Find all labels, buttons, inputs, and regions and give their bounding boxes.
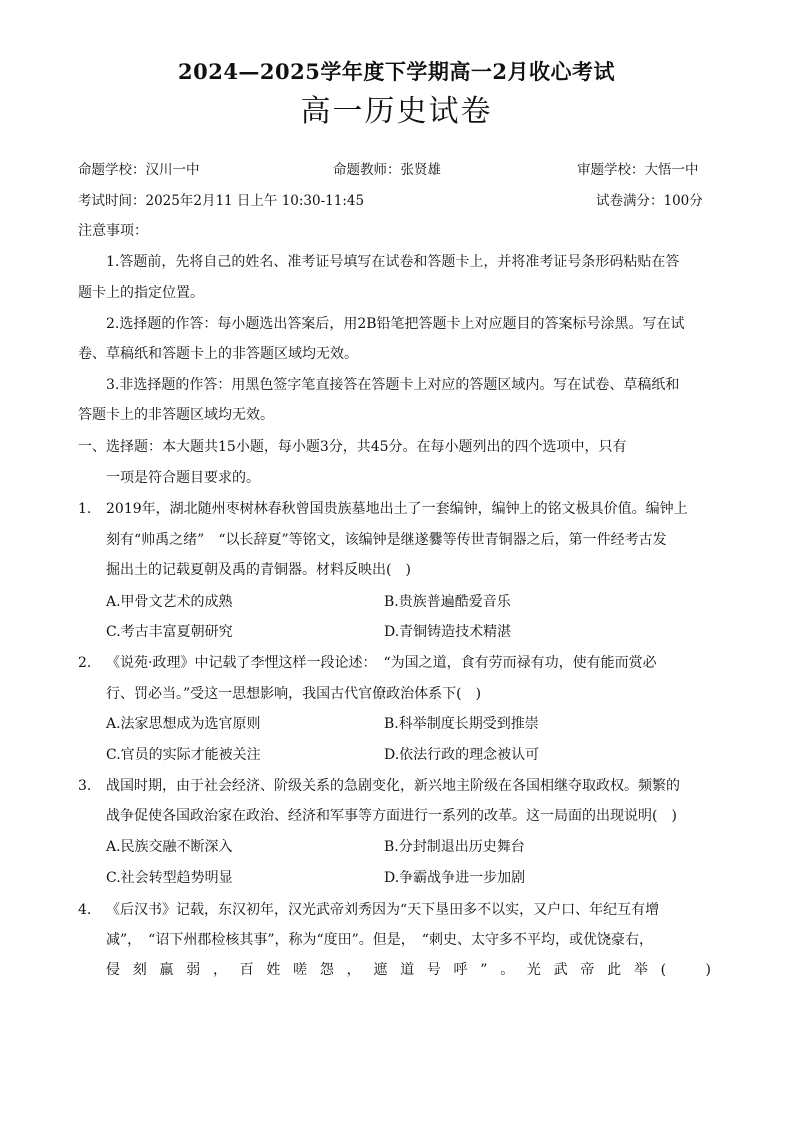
- note-2-line-1: 2.选择题的作答：每小题选出答案后，用2B铅笔把答题卡上对应题目的答案标号涂黑。写在试: [106, 316, 685, 332]
- notes-heading: 注意事项：: [78, 223, 148, 239]
- question-1-option-a: A.甲骨文艺术的成熟: [106, 594, 233, 610]
- question-2-option-d: D.依法行政的理念被认可: [384, 747, 540, 763]
- question-4-line-3-char: 嗟: [293, 962, 308, 978]
- question-4-line-3-char: 号: [426, 962, 441, 978]
- meta-teacher: 命题教师：张贤雄: [333, 162, 441, 178]
- question-2-line-1: 《说苑·政理》中记载了李悝这样一段论述： “为国之道，食有劳而禄有功，使有能而赏必: [106, 655, 657, 671]
- note-1-line-2: 题卡上的指定位置。: [78, 285, 204, 301]
- question-2-number: 2.: [78, 655, 92, 671]
- note-3-line-2: 答题卡上的非答题区域均无效。: [78, 407, 274, 423]
- note-1-line-1: 1.答题前，先将自己的姓名、准考证号填写在试卷和答题卡上，并将准考证号条形码粘贴在答: [106, 254, 680, 270]
- question-3-option-b: B.分封制退出历史舞台: [384, 839, 525, 855]
- question-4-line-3-char: 遮: [373, 962, 388, 978]
- question-3-option-a: A.民族交融不断深入: [106, 839, 233, 855]
- question-4-line-3-char: ): [705, 962, 711, 978]
- question-4-line-3-char: [679, 960, 693, 980]
- question-4-line-3-char: 。: [500, 962, 515, 978]
- question-4-line-3-char: 弱: [186, 962, 201, 978]
- question-1-line-3: 掘出土的记载夏朝及禹的青铜器。材料反映出( ): [106, 562, 411, 578]
- question-3-number: 3.: [78, 778, 92, 794]
- question-4-line-3-char: ，: [346, 962, 361, 978]
- question-4-line-2: 减”， “诏下州郡检核其事”，称为“度田”。但是， “刺史、太守多不平均，或优饶豪右，: [106, 932, 653, 948]
- subject-title: 高一历史试卷: [300, 94, 493, 129]
- question-4-line-3-char: 举: [633, 962, 648, 978]
- question-1-line-1: 2019年，湖北随州枣树林春秋曾国贵族墓地出土了一套编钟，编钟上的铭文极具价值。编钟上: [106, 501, 688, 517]
- question-1-option-b: B.贵族普遍酷爱音乐: [384, 594, 511, 610]
- question-3-option-d: D.争霸战争进一步加剧: [384, 870, 526, 886]
- question-4-line-3-char: 姓: [266, 962, 281, 978]
- question-4-line-3-char: ”: [480, 962, 488, 978]
- question-4-line-3-char: 羸: [159, 962, 174, 978]
- exam-title: 2024—2025学年度下学期高一2月收心考试: [177, 59, 615, 84]
- question-3-line-2: 战争促使各国政治家在政治、经济和军事等方面进行一系列的改革。这一局面的出现说明( ): [106, 808, 677, 824]
- question-2-line-2: 行、罚必当。”受这一思想影响，我国古代官僚政治体系下( ): [106, 686, 482, 702]
- question-1-line-2: 刻有“帅禹之绪” “以长辞夏”等铭文，该编钟是继遂爨等传世青铜器之后，第一件经考古发: [106, 532, 667, 548]
- question-1-option-c: C.考古丰富夏朝研究: [106, 624, 233, 640]
- question-2-option-c: C.官员的实际才能被关注: [106, 747, 261, 763]
- meta-reviewer: 审题学校：大悟一中: [577, 162, 699, 178]
- note-3-line-1: 3.非选择题的作答：用黑色签字笔直接答在答题卡上对应的答题区域内。写在试卷、草稿纸和: [106, 377, 680, 393]
- question-3-option-c: C.社会转型趋势明显: [106, 870, 233, 886]
- question-4-line-3-char: 呼: [453, 962, 468, 978]
- question-2-option-b: B.科举制度长期受到推崇: [384, 716, 539, 732]
- question-4-line-3-char: 怨: [319, 962, 334, 978]
- section-1-intro: 一、选择题：本大题共15小题，每小题3分，共45分。在每小题列出的四个选项中，只有: [78, 439, 627, 455]
- question-4-line-3-char: ，: [212, 962, 227, 978]
- question-4-line-1: 《后汉书》记载，东汉初年，汉光武帝刘秀因为“天下垦田多不以实，又户口、年纪互有增: [106, 902, 660, 918]
- meta-full-score: 试卷满分：100分: [596, 193, 703, 209]
- question-4-line-3-char: 刻: [132, 962, 147, 978]
- question-2-option-a: A.法家思想成为选官原则: [106, 716, 261, 732]
- meta-time: 考试时间：2025年2月11 日上午 10:30-11:45: [78, 193, 365, 209]
- note-2-line-2: 卷、草稿纸和答题卡上的非答题区域均无效。: [78, 346, 358, 362]
- question-4-line-3-char: 光: [526, 962, 541, 978]
- question-4-line-3-char: 侵: [106, 962, 120, 978]
- question-4-line-3-char: (: [660, 962, 667, 978]
- question-4-line-3-char: 此: [607, 962, 622, 978]
- question-4-line-3-char: 帝: [580, 962, 595, 978]
- question-4-number: 4.: [78, 902, 92, 918]
- question-3-line-1: 战国时期，由于社会经济、阶级关系的急剧变化，新兴地主阶级在各国相继夺取政权。频繁的: [106, 778, 680, 794]
- question-4-line-3: [106, 960, 711, 980]
- meta-school: 命题学校：汉川一中: [78, 162, 200, 178]
- question-1-number: 1.: [78, 501, 92, 517]
- question-4-line-3-char: 道: [400, 962, 415, 978]
- question-4-line-3-char: 百: [239, 962, 254, 978]
- question-1-option-d: D.青铜铸造技术精湛: [384, 624, 512, 640]
- question-4-line-3-char: 武: [553, 962, 568, 978]
- section-1-intro-cont: 一项是符合题目要求的。: [106, 470, 260, 486]
